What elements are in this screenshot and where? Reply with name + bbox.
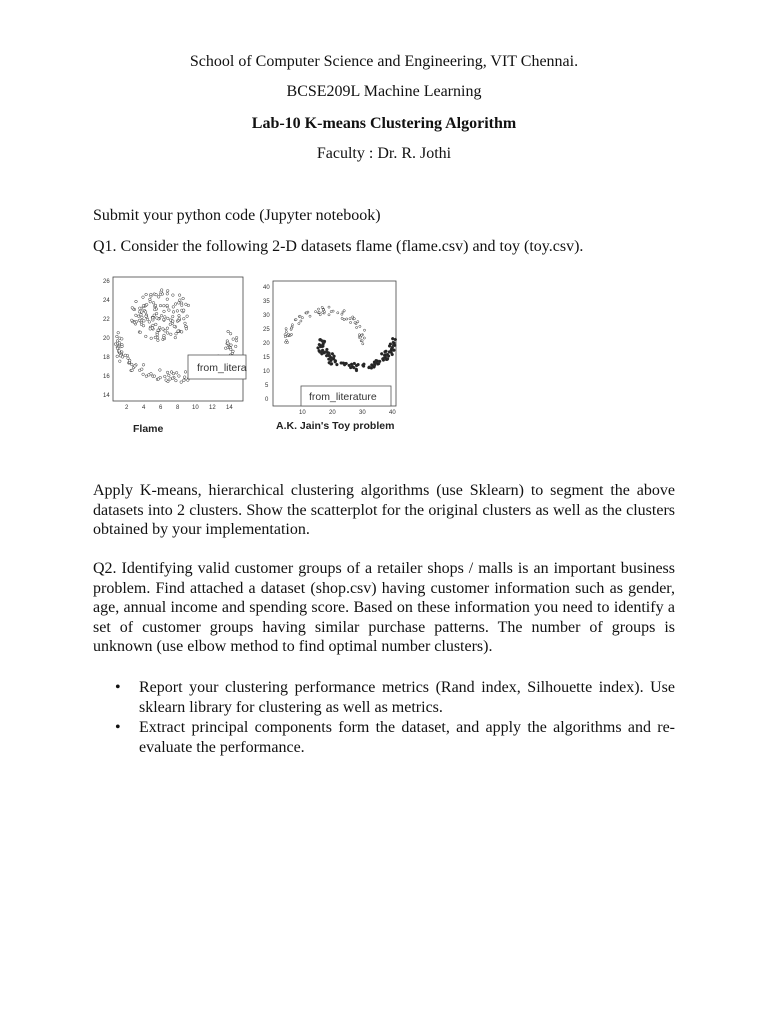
scatter-point — [322, 309, 324, 311]
scatter-point — [358, 334, 360, 336]
scatter-point — [331, 352, 334, 355]
q2-bullet-text: Extract principal components form the dataset, and apply the algorithms and re-evaluate the performance. — [139, 719, 675, 756]
scatter-point — [178, 314, 181, 317]
scatter-point — [178, 294, 181, 297]
toy-y-tick: 30 — [263, 313, 270, 319]
scatter-point — [116, 335, 119, 338]
scatter-point — [172, 294, 175, 297]
scatter-point — [175, 372, 178, 375]
scatter-point — [171, 315, 174, 318]
scatter-point — [137, 315, 140, 318]
bullet-glyph: • — [115, 719, 121, 737]
scatter-point — [164, 316, 167, 319]
flame-x-tick: 4 — [142, 405, 146, 411]
flame-x-tick: 8 — [176, 405, 180, 411]
scatter-point — [327, 354, 330, 357]
toy-plot — [263, 281, 397, 432]
scatter-point — [317, 347, 320, 350]
scatter-point — [148, 321, 151, 324]
scatter-point — [169, 378, 172, 381]
scatter-point — [131, 369, 134, 372]
scatter-point — [131, 319, 134, 322]
toy-x-tick: 20 — [329, 410, 336, 416]
scatter-point — [128, 359, 131, 362]
scatter-point — [135, 314, 138, 317]
scatter-point — [178, 302, 181, 305]
scatter-point — [232, 350, 235, 353]
scatter-point — [322, 311, 324, 313]
q2-bullet-item — [93, 718, 675, 757]
scatter-point — [384, 354, 387, 357]
scatter-point — [354, 322, 356, 324]
scatter-point — [299, 315, 301, 317]
scatter-point — [184, 322, 187, 325]
scatter-point — [330, 362, 333, 365]
scatter-point — [142, 373, 145, 376]
scatter-point — [319, 314, 321, 316]
scatter-point — [145, 315, 148, 318]
toy-y-tick: 15 — [263, 355, 270, 361]
scatter-point — [152, 324, 155, 327]
scatter-point — [153, 308, 156, 311]
toy-y-tick: 10 — [263, 369, 270, 375]
scatter-point — [159, 376, 162, 379]
scatter-point — [326, 351, 329, 354]
scatter-point — [135, 300, 138, 303]
scatter-point — [150, 337, 153, 340]
scatter-point — [155, 312, 158, 315]
q2-bullet-list — [93, 678, 675, 758]
scatter-point — [183, 379, 186, 382]
scatter-point — [332, 358, 335, 361]
flame-x-tick: 6 — [159, 405, 163, 411]
scatter-point — [394, 338, 397, 341]
scatter-point — [301, 317, 303, 319]
q2-bullet-item — [93, 678, 675, 717]
scatter-point — [169, 323, 172, 326]
scatter-point — [163, 318, 166, 321]
scatter-point — [166, 332, 169, 335]
scatter-point — [156, 336, 159, 339]
scatter-point — [142, 296, 145, 299]
scatter-point — [318, 311, 320, 313]
scatter-point — [183, 317, 186, 320]
scatter-point — [385, 350, 388, 353]
scatter-point — [352, 316, 354, 318]
scatter-point — [163, 334, 166, 337]
scatter-point — [376, 360, 379, 363]
scatter-point — [157, 329, 160, 332]
scatter-point — [185, 303, 188, 306]
scatter-point — [350, 321, 352, 323]
scatter-point — [284, 334, 286, 336]
scatter-point — [131, 363, 134, 366]
scatter-point — [124, 354, 127, 357]
q2-paragraph: Q2. Identifying valid customer groups of a retailer shops / malls is an important business problem. Find attached a dataset (shop.csv) having customer information such as gender, age, annual income and spending score. Based on these information you need to identify a set of customer groups having similar purchase patterns. The number of groups is unknown (use elbow method to find optimal number clusters). — [93, 560, 675, 656]
scatter-point — [389, 343, 392, 346]
scatter-point — [176, 310, 179, 313]
scatter-point — [153, 375, 156, 378]
toy-y-tick: 40 — [263, 285, 270, 291]
scatter-point — [183, 376, 186, 379]
scatter-point — [145, 293, 148, 296]
scatter-point — [290, 327, 292, 329]
scatter-point — [285, 331, 287, 333]
scatter-point — [144, 311, 147, 314]
scatter-point — [328, 306, 330, 308]
scatter-point — [295, 319, 297, 321]
scatter-point — [171, 377, 174, 380]
scatter-point — [184, 371, 187, 374]
flame-y-tick: 24 — [103, 298, 110, 304]
flame-y-tick: 20 — [103, 336, 110, 342]
toy-y-ticks — [263, 285, 270, 403]
scatter-point — [162, 328, 165, 331]
toy-y-tick: 0 — [265, 397, 269, 403]
scatter-point — [359, 325, 361, 327]
scatter-point — [142, 324, 145, 327]
scatter-point — [172, 311, 175, 314]
scatter-point — [332, 310, 334, 312]
flame-x-tick: 12 — [209, 405, 216, 411]
scatter-point — [180, 331, 183, 334]
scatter-point — [141, 316, 144, 319]
scatter-point — [152, 317, 155, 320]
scatter-point — [336, 363, 339, 366]
scatter-point — [235, 336, 238, 339]
scatter-point — [174, 336, 177, 339]
q1-apply-paragraph: Apply K-means, hierarchical clustering algorithms (use Sklearn) to segment the above datasets into 2 clusters. Show the scatterplot for the original clusters as well as the clusters obtained by your implementation. — [93, 482, 675, 539]
scatter-point — [168, 309, 171, 312]
flame-y-ticks — [103, 279, 110, 399]
flame-legend-label: from_litera — [197, 362, 247, 374]
scatter-point — [168, 374, 171, 377]
flame-y-tick: 26 — [103, 279, 110, 285]
scatter-point — [145, 335, 148, 338]
scatter-point — [145, 303, 148, 306]
scatter-point — [116, 347, 119, 350]
toy-y-tick: 25 — [263, 327, 270, 333]
scatter-point — [167, 317, 170, 320]
toy-x-tick: 30 — [359, 410, 366, 416]
scatter-point — [234, 345, 237, 348]
scatter-point — [178, 375, 181, 378]
scatter-point — [337, 312, 339, 314]
scatter-point — [159, 369, 162, 372]
flame-plot — [103, 277, 247, 435]
scatter-point — [356, 326, 358, 328]
scatter-point — [362, 343, 364, 345]
scatter-point — [285, 328, 287, 330]
scatter-point — [175, 379, 178, 382]
scatter-point — [229, 332, 232, 335]
flame-x-tick: 2 — [125, 405, 129, 411]
scatter-point — [121, 345, 124, 348]
scatter-point — [341, 313, 343, 315]
scatter-point — [227, 342, 230, 345]
scatter-point — [380, 352, 383, 355]
toy-legend-label: from_literature — [309, 391, 377, 403]
scatter-point — [140, 314, 143, 317]
scatter-point — [329, 356, 332, 359]
scatter-point — [323, 340, 326, 343]
scatter-point — [119, 360, 122, 363]
scatter-point — [361, 340, 363, 342]
scatter-point — [315, 311, 317, 313]
toy-caption: A.K. Jain's Toy problem — [276, 420, 395, 432]
q1-question: Q1. Consider the following 2-D datasets flame (flame.csv) and toy (toy.csv). — [93, 238, 584, 255]
scatter-point — [349, 318, 351, 320]
course-heading: BCSE209L Machine Learning — [286, 83, 482, 100]
scatter-point — [165, 379, 168, 382]
scatter-point — [373, 366, 376, 369]
scatter-point — [351, 365, 354, 368]
toy-y-tick: 5 — [265, 383, 269, 389]
scatter-point — [376, 363, 379, 366]
scatter-point — [159, 304, 162, 307]
scatter-point — [180, 381, 183, 384]
scatter-point — [179, 299, 182, 302]
scatter-point — [363, 329, 365, 331]
scatter-point — [186, 315, 189, 318]
scatter-point — [117, 331, 120, 334]
scatter-point — [138, 319, 141, 322]
scatter-point — [287, 333, 289, 335]
scatter-point — [227, 330, 230, 333]
scatter-point — [134, 365, 137, 368]
scatter-point — [150, 293, 153, 296]
scatter-point — [155, 293, 158, 296]
scatter-point — [346, 318, 348, 320]
scatter-point — [187, 304, 190, 307]
scatter-point — [343, 319, 345, 321]
toy-y-tick: 20 — [263, 341, 270, 347]
scatter-point — [156, 333, 159, 336]
toy-y-tick: 35 — [263, 299, 270, 305]
toy-x-tick: 40 — [389, 410, 396, 416]
scatter-point — [142, 364, 145, 367]
scatter-point — [160, 314, 163, 317]
scatter-point — [118, 350, 121, 353]
scatter-point — [328, 314, 330, 316]
scatter-point — [116, 355, 119, 358]
scatter-point — [164, 375, 167, 378]
scatter-point — [319, 344, 322, 347]
scatter-point — [182, 297, 185, 300]
school-heading: School of Computer Science and Engineering, VIT Chennai. — [189, 53, 579, 70]
faculty-line: Faculty : Dr. R. Jothi — [316, 145, 452, 162]
flame-x-tick: 10 — [192, 405, 199, 411]
scatter-point — [321, 349, 324, 352]
scatter-point — [166, 298, 169, 301]
lab-title: Lab-10 K-means Clustering Algorithm — [251, 115, 517, 132]
scatter-point — [170, 333, 173, 336]
scatter-point — [119, 355, 122, 358]
scatter-point — [141, 368, 144, 371]
q2-bullet-text: Report your clustering performance metrics (Rand index, Silhouette index). Use sklearn library for clustering as well as metrics. — [139, 679, 675, 716]
scatter-point — [173, 325, 176, 328]
scatter-point — [230, 348, 233, 351]
scatter-point — [185, 325, 188, 328]
flame-plot-frame — [113, 277, 243, 401]
scatter-point — [363, 337, 365, 339]
bullet-glyph: • — [115, 679, 121, 696]
scatter-point — [360, 336, 362, 338]
scatter-point — [180, 304, 183, 307]
submit-instruction: Submit your python code (Jupyter notebook) — [93, 207, 381, 224]
scatter-point — [143, 320, 146, 323]
flame-y-tick: 18 — [103, 355, 110, 361]
flame-y-tick: 16 — [103, 374, 110, 380]
scatter-point — [139, 331, 142, 334]
scatter-point — [298, 323, 300, 325]
scatter-point — [232, 338, 235, 341]
scatter-point — [163, 310, 166, 313]
scatter-point — [172, 372, 175, 375]
scatter-point — [116, 340, 119, 343]
scatter-point — [163, 304, 166, 307]
scatter-point — [166, 371, 169, 374]
scatter-point — [177, 330, 180, 333]
scatter-point — [224, 347, 227, 350]
scatter-point — [148, 374, 151, 377]
scatter-point — [357, 321, 359, 323]
scatter-point — [175, 333, 178, 336]
scatter-point — [362, 365, 365, 368]
scatter-point — [160, 289, 163, 292]
scatter-point — [166, 304, 169, 307]
scatter-point — [182, 309, 185, 312]
scatter-point — [306, 312, 308, 314]
flame-caption: Flame — [133, 423, 164, 435]
flame-x-tick: 14 — [226, 405, 233, 411]
scatter-point — [300, 320, 302, 322]
datasets-figure — [93, 271, 403, 439]
scatter-point — [169, 319, 172, 322]
scatter-point — [178, 317, 181, 320]
flame-y-tick: 22 — [103, 317, 110, 323]
scatter-point — [355, 368, 358, 371]
scatter-point — [166, 290, 169, 293]
scatter-point — [318, 349, 321, 352]
scatter-point — [235, 339, 238, 342]
scatter-point — [166, 293, 169, 296]
scatter-point — [156, 317, 159, 320]
scatter-point — [348, 364, 351, 367]
scatter-point — [121, 338, 124, 341]
scatter-point — [317, 308, 319, 310]
scatter-point — [393, 344, 396, 347]
scatter-point — [157, 339, 160, 342]
scatter-point — [319, 338, 322, 341]
scatter-point — [131, 307, 134, 310]
toy-x-ticks — [299, 410, 396, 416]
scatter-point — [357, 363, 360, 366]
scatter-point — [309, 315, 311, 317]
scatter-point — [291, 324, 293, 326]
toy-x-tick: 10 — [299, 410, 306, 416]
scatter-point — [133, 321, 136, 324]
scatter-point — [390, 349, 393, 352]
scatter-point — [286, 341, 288, 343]
scatter-point — [152, 302, 155, 305]
scatter-point — [139, 307, 142, 310]
scatter-point — [174, 303, 177, 306]
scatter-point — [155, 323, 158, 326]
scatter-point — [353, 362, 356, 365]
scatter-point — [149, 300, 152, 303]
scatter-point — [290, 333, 292, 335]
datasets-figure-svg — [93, 271, 403, 439]
scatter-point — [138, 311, 141, 314]
scatter-point — [157, 296, 160, 299]
scatter-point — [151, 327, 154, 330]
flame-y-tick: 14 — [103, 393, 110, 399]
scatter-point — [172, 306, 175, 309]
scatter-point — [154, 304, 157, 307]
scatter-point — [343, 310, 345, 312]
flame-x-ticks — [125, 405, 233, 411]
scatter-point — [382, 359, 385, 362]
scatter-point — [342, 362, 345, 365]
scatter-point — [166, 327, 169, 330]
scatter-point — [158, 326, 161, 329]
